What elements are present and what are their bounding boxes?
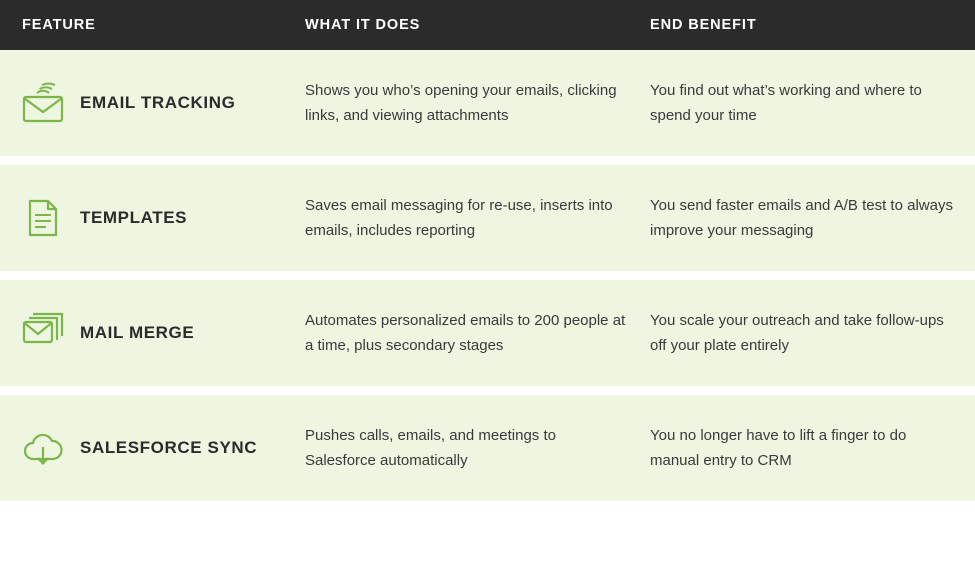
feature-cell xyxy=(0,310,305,356)
feature-cell xyxy=(0,80,305,126)
column-header-end-benefit: END BENEFIT xyxy=(650,17,757,33)
table-header-row xyxy=(0,0,975,50)
feature-cell xyxy=(0,195,305,241)
table-row xyxy=(0,280,975,386)
end-benefit-cell: You send faster emails and A/B test to always improve your messaging xyxy=(650,197,953,239)
feature-label: EMAIL TRACKING xyxy=(80,93,236,112)
table-body xyxy=(0,50,975,567)
end-benefit-cell: You find out what’s working and where to spend your time xyxy=(650,82,922,124)
end-benefit-cell: You no longer have to lift a finger to do manual entry to CRM xyxy=(650,427,907,469)
feature-cell xyxy=(0,425,305,471)
feature-label: MAIL MERGE xyxy=(80,323,195,342)
what-it-does-cell: Automates personalized emails to 200 people at a time, plus secondary stages xyxy=(305,312,626,354)
end-benefit-cell: You scale your outreach and take follow-ups off your plate entirely xyxy=(650,312,944,354)
salesforce-sync-icon xyxy=(20,425,66,471)
column-header-feature: FEATURE xyxy=(22,17,96,33)
what-it-does-cell: Saves email messaging for re-use, inserts into emails, includes reporting xyxy=(305,197,613,239)
feature-label: TEMPLATES xyxy=(80,208,188,227)
table-row xyxy=(0,165,975,271)
what-it-does-cell: Shows you who’s opening your emails, clicking links, and viewing attachments xyxy=(305,82,617,124)
feature-label: SALESFORCE SYNC xyxy=(80,438,258,457)
email-tracking-icon xyxy=(20,80,66,126)
mail-merge-icon xyxy=(20,310,66,356)
column-header-what-it-does: WHAT IT DOES xyxy=(305,17,421,33)
table-row xyxy=(0,50,975,156)
table-row xyxy=(0,395,975,501)
templates-icon xyxy=(20,195,66,241)
what-it-does-cell: Pushes calls, emails, and meetings to Salesforce automatically xyxy=(305,427,556,469)
